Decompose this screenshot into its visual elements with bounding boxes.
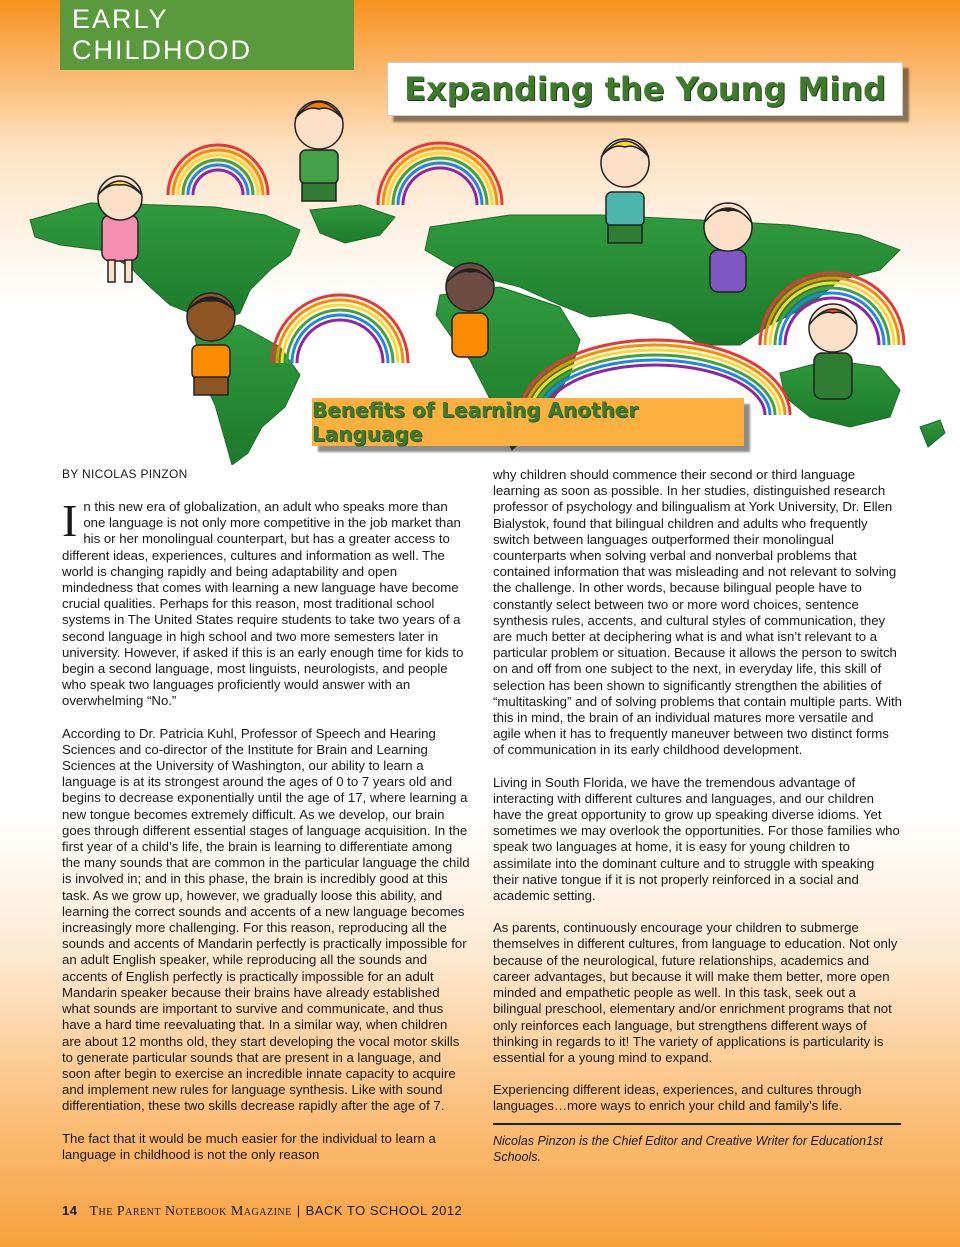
footer-separator: | bbox=[296, 1203, 301, 1218]
issue-name: BACK TO SCHOOL 2012 bbox=[305, 1203, 463, 1218]
north-america-shape bbox=[30, 203, 300, 323]
child-redhead-girl bbox=[809, 304, 857, 399]
left-column bbox=[62, 495, 470, 1179]
section-tab-label: EARLY CHILDHOOD bbox=[72, 4, 253, 65]
paragraph-text: n this new era of globalization, an adult who speaks more than one language is not only more competitive in the job market than his or her monolingual counterpart, but has a greater access to different ideas, experiences, cultures and information as well. The world is changing rapidly and being adaptability and open mindedness that comes with learning a new language have become crucial qualities. Perhaps for this reason, most traditional school systems in The United States require students to take two years of a second language in high school and two more semesters later in university. However, if asked if this is an early enough time for kids to begin a second language, most linguists, neurologists, and people who speak two languages proficiently would answer with an overwhelming “No.” bbox=[62, 499, 464, 709]
paragraph: Experiencing different ideas, experiences, and cultures through languages…more ways to enrich your child and family’s life. bbox=[493, 1082, 862, 1114]
rainbow-3 bbox=[272, 295, 408, 363]
rainbow-1 bbox=[168, 145, 268, 195]
page-number: 14 bbox=[62, 1203, 78, 1218]
paragraph bbox=[62, 495, 470, 710]
greenland-shape bbox=[310, 205, 395, 243]
child-redhead-boy bbox=[295, 101, 343, 201]
paragraph: The fact that it would be much easier for the individual to learn a language in childhood is not the only reason bbox=[62, 1130, 436, 1162]
article-title bbox=[387, 62, 903, 116]
article-subtitle-text: Benefits of Learning Another Language bbox=[312, 398, 639, 446]
child-blonde-boy bbox=[601, 139, 649, 243]
article-title-text: Expanding the Young Mind bbox=[404, 70, 886, 108]
new-zealand-shape bbox=[920, 420, 945, 447]
paragraph: According to Dr. Patricia Kuhl, Professor of Speech and Hearing Sciences and co-director of the Institute for Brain and Learning Sciences at the University of Washington, our ability to learn a language is at its strongest around the ages of 0 to 7 years old and begins to decrease exponentially until the age of 17, where learning a new tongue becomes extremely difficult. As we develop, our brain goes through different essential stages of language acquisition. In the first year of a child’s life, the brain is learning to differentiate among the many sounds that are common in the particular language the child is involved in; and in this phase, the brain is incredibly good at this task. As we grow up, however, we gradually loose this ability, and learning the correct sounds and accents of a new language becomes increasingly more challenging. For this reason, reproducing all the sounds and accents of Mandarin perfectly is practically impossible for an adult English speaker, while reproducing all the sounds and accents of English perfectly is practically impossible for an adult Mandarin speaker because their brains have already established what sounds are important to survive and communicate, and thus have a hard time reevaluating that. In a similar way, when children are about 12 months old, they start developing the vocal motor skills to generate particular sounds that are present in a language, and soon after begin to exercise an incredible innate capacity to acquire and implement new rules for language synthesis. Like with sound differentiation, these two skills decrease rapidly after the age of 7. bbox=[62, 725, 470, 1114]
paragraph: Living in South Florida, we have the tremendous advantage of interacting with different cultures and languages, and our children have the great opportunity to grow up speaking diverse idioms. Yet sometimes we may overlook the opportunities. For those families who speak two languages at home, it is easy for young children to assimilate into the dominant culture and to struggle with speaking their native tongue if it is not properly reinforced in a social and academic setting. bbox=[493, 774, 900, 904]
magazine-name: The Parent Notebook Magazine bbox=[89, 1204, 292, 1219]
author-note: Nicolas Pinzon is the Chief Editor and Creative Writer for Education1st Schools. bbox=[493, 1133, 883, 1164]
paragraph: why children should commence their second or third language learning as soon as possible. In her studies, distinguished research professor of psychology and bilingualism at York University, Dr. Ellen Bialystok, found that bilingual children and adults who frequently switch between languages outperformed their monolingual counterparts when solving verbal and nonverbal problems that contained information that was misleading and not relevant to solving the challenge. In other words, because bilingual people have to constantly select between two or more word choices, sentence synthesis rules, accents, and cultural styles of communication, they are much better at deciphering what is and what isn’t relevant to a particular problem or situation. Because it allows the person to switch on and off from one subject to the next, in everyday life, this skill of selection has been shown to significantly strengthen the abilities of “multitasking” and of solving problems that contain multiple parts. With this in mind, the brain of an individual matures more versatile and agile when it has to frequently maneuver between two distinct forms of communication in its early childhood development. bbox=[493, 467, 902, 758]
article-subtitle bbox=[312, 398, 744, 446]
right-column bbox=[493, 467, 903, 1165]
author-divider bbox=[493, 1123, 901, 1125]
byline: BY NICOLAS PINZON bbox=[62, 467, 188, 481]
rainbow-2 bbox=[378, 143, 502, 205]
page-footer bbox=[62, 1203, 462, 1220]
dropcap: I bbox=[62, 495, 78, 546]
paragraph: As parents, continuously encourage your children to submerge themselves in different cultures, from language to education. Not only because of the neurological, future relationships, academics and career advantages, but because it will make them better, more open minded and empathetic people as well. In this task, seek out a bilingual preschool, elementary and/or enrichment programs that not only reinforces each language, but strengthens different ways of thinking in regards to it! The variety of applications is particularity is essential for a young mind to expand. bbox=[493, 920, 898, 1065]
